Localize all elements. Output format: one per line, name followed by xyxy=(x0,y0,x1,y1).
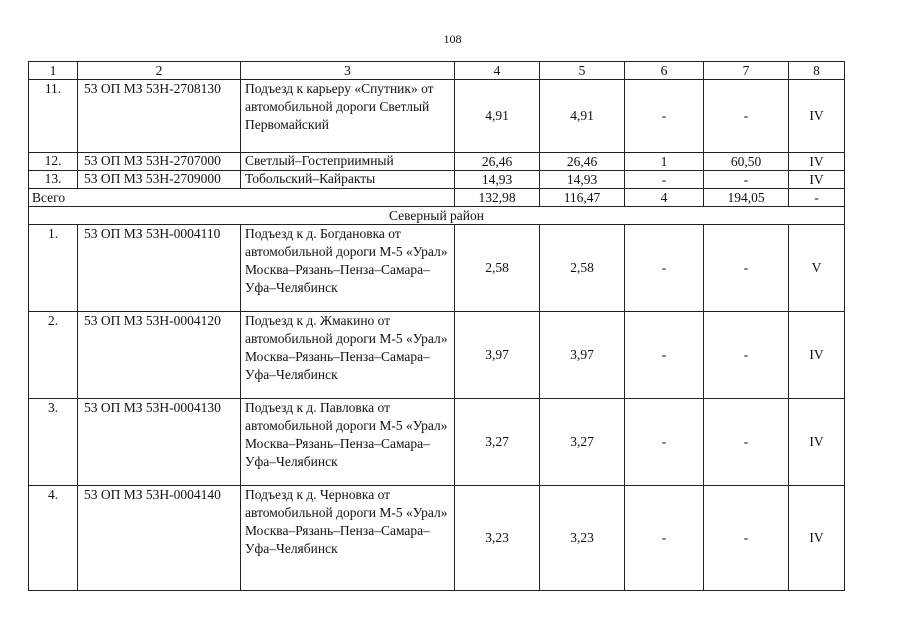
cell-col7: - xyxy=(704,171,789,189)
section-row xyxy=(29,207,845,225)
cell-col7: - xyxy=(704,399,789,486)
cell-col5: 14,93 xyxy=(540,171,625,189)
cell-col7: 60,50 xyxy=(704,153,789,171)
total-label: Всего xyxy=(29,189,455,207)
row-number: 3. xyxy=(29,399,78,486)
cell-col5: 3,27 xyxy=(540,399,625,486)
header-cell: 3 xyxy=(241,62,455,80)
total-col7: 194,05 xyxy=(704,189,789,207)
cell-col4: 14,93 xyxy=(455,171,540,189)
road-code: 53 ОП МЗ 53Н-0004110 xyxy=(78,225,241,312)
cell-col5: 4,91 xyxy=(540,80,625,153)
total-col6: 4 xyxy=(625,189,704,207)
header-cell: 4 xyxy=(455,62,540,80)
section-title: Северный район xyxy=(29,207,845,225)
cell-col8: IV xyxy=(789,399,845,486)
road-code: 53 ОП МЗ 53Н-2709000 xyxy=(78,171,241,189)
header-cell: 2 xyxy=(78,62,241,80)
road-name: Подъезд к карьеру «Спутник» от автомобильной дороги Светлый Первомайский xyxy=(241,80,455,153)
total-row xyxy=(29,189,845,207)
total-col5: 116,47 xyxy=(540,189,625,207)
cell-col5: 26,46 xyxy=(540,153,625,171)
total-col4: 132,98 xyxy=(455,189,540,207)
row-number: 11. xyxy=(29,80,78,153)
cell-col4: 3,23 xyxy=(455,486,540,591)
page-number: 108 xyxy=(443,32,462,46)
row-number: 4. xyxy=(29,486,78,591)
cell-col7: - xyxy=(704,312,789,399)
row-number: 2. xyxy=(29,312,78,399)
cell-col8: V xyxy=(789,225,845,312)
cell-col5: 2,58 xyxy=(540,225,625,312)
header-cell: 7 xyxy=(704,62,789,80)
road-code: 53 ОП МЗ 53Н-0004120 xyxy=(78,312,241,399)
cell-col5: 3,23 xyxy=(540,486,625,591)
cell-col7: - xyxy=(704,225,789,312)
cell-col6: - xyxy=(625,486,704,591)
road-name: Подъезд к д. Жмакино от автомобильной дороги М-5 «Урал» Москва–Рязань–Пенза–Самара–Уфа–Челябинск xyxy=(241,312,455,399)
cell-col8: IV xyxy=(789,153,845,171)
cell-col6: - xyxy=(625,171,704,189)
road-name: Тобольский–Кайракты xyxy=(241,171,455,189)
cell-col7: - xyxy=(704,80,789,153)
cell-col4: 4,91 xyxy=(455,80,540,153)
roads-table xyxy=(28,61,845,591)
cell-col7: - xyxy=(704,486,789,591)
cell-col8: IV xyxy=(789,486,845,591)
cell-col6: - xyxy=(625,80,704,153)
row-number: 13. xyxy=(29,171,78,189)
road-name: Подъезд к д. Павловка от автомобильной дороги М-5 «Урал» Москва–Рязань–Пенза–Самара–Уфа–Челябинск xyxy=(241,399,455,486)
total-col8: - xyxy=(789,189,845,207)
table-row xyxy=(29,225,845,312)
road-code: 53 ОП МЗ 53Н-2708130 xyxy=(78,80,241,153)
header-cell: 6 xyxy=(625,62,704,80)
table-row xyxy=(29,486,845,591)
header-cell: 5 xyxy=(540,62,625,80)
table-row xyxy=(29,171,845,189)
header-cell: 1 xyxy=(29,62,78,80)
table-row xyxy=(29,399,845,486)
road-name: Подъезд к д. Черновка от автомобильной дороги М-5 «Урал» Москва–Рязань–Пенза–Самара–Уфа–Челябинск xyxy=(241,486,455,591)
table-row xyxy=(29,80,845,153)
row-number: 12. xyxy=(29,153,78,171)
cell-col6: 1 xyxy=(625,153,704,171)
road-code: 53 ОП МЗ 53Н-2707000 xyxy=(78,153,241,171)
road-code: 53 ОП МЗ 53Н-0004140 xyxy=(78,486,241,591)
cell-col6: - xyxy=(625,399,704,486)
cell-col6: - xyxy=(625,225,704,312)
cell-col5: 3,97 xyxy=(540,312,625,399)
road-name: Подъезд к д. Богдановка от автомобильной дороги М-5 «Урал» Москва–Рязань–Пенза–Самара–Уфа–Челябинск xyxy=(241,225,455,312)
cell-col4: 2,58 xyxy=(455,225,540,312)
road-code: 53 ОП МЗ 53Н-0004130 xyxy=(78,399,241,486)
header-row xyxy=(29,62,845,80)
row-number: 1. xyxy=(29,225,78,312)
cell-col8: IV xyxy=(789,80,845,153)
cell-col4: 3,97 xyxy=(455,312,540,399)
cell-col4: 26,46 xyxy=(455,153,540,171)
table-row xyxy=(29,312,845,399)
header-cell: 8 xyxy=(789,62,845,80)
cell-col8: IV xyxy=(789,312,845,399)
road-name: Светлый–Гостеприимный xyxy=(241,153,455,171)
cell-col8: IV xyxy=(789,171,845,189)
cell-col6: - xyxy=(625,312,704,399)
table-row xyxy=(29,153,845,171)
cell-col4: 3,27 xyxy=(455,399,540,486)
